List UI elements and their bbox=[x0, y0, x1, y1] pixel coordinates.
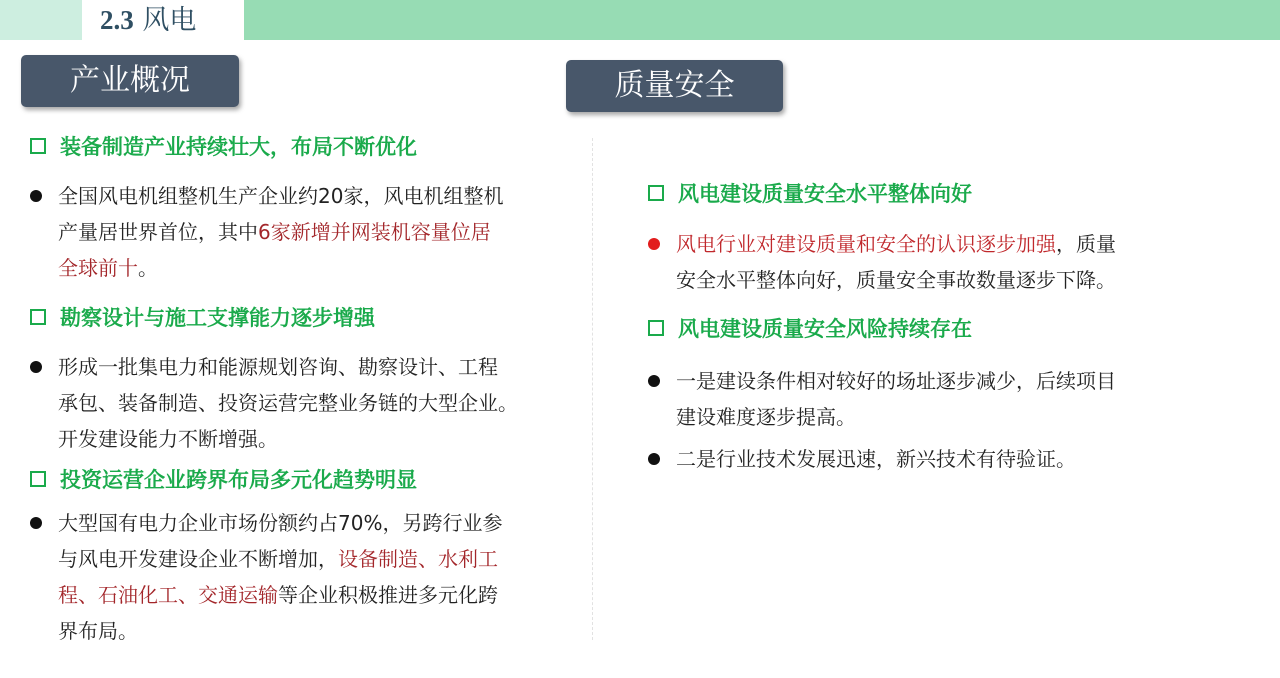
checkbox-icon bbox=[648, 185, 664, 201]
bullet-line bbox=[58, 250, 503, 286]
bullet-line: 大型国有电力企业市场份额约占70%，另跨行业参 bbox=[58, 511, 503, 535]
bullet-line bbox=[58, 541, 502, 577]
subheading-text: 装备制造产业持续壮大，布局不断优化 bbox=[60, 135, 417, 159]
bullet-line: 建设难度逐步提高。 bbox=[676, 405, 856, 429]
left-subheading-2 bbox=[30, 303, 375, 333]
right-subheading-2 bbox=[648, 314, 972, 344]
highlighted-text: 6家新增并网装机容量位居 bbox=[258, 220, 491, 244]
bullet-text bbox=[58, 178, 503, 286]
highlighted-text: 程、石油化工、交通运输 bbox=[58, 583, 278, 607]
bullet-line: 承包、装备制造、投资运营完整业务链的大型企业。 bbox=[58, 391, 518, 415]
left-column-title: 产业概况 bbox=[21, 55, 239, 107]
left-subheading-3 bbox=[30, 465, 417, 495]
left-bullet-1 bbox=[30, 178, 590, 286]
highlighted-text: 全球前十 bbox=[58, 256, 138, 280]
right-bullet-1 bbox=[648, 226, 1248, 298]
left-bullet-3 bbox=[30, 505, 590, 649]
bullet-line bbox=[58, 214, 503, 250]
bullet-dot-icon bbox=[30, 517, 42, 529]
bullet-line: 界布局。 bbox=[58, 619, 138, 643]
section-number: 2.3 bbox=[100, 5, 134, 35]
section-title bbox=[100, 2, 196, 38]
subheading-text: 风电建设质量安全水平整体向好 bbox=[678, 182, 972, 206]
left-bullet-2 bbox=[30, 349, 590, 457]
highlighted-text: 风电行业对建设质量和安全的认识逐步加强 bbox=[676, 232, 1056, 256]
bullet-text bbox=[676, 226, 1116, 298]
checkbox-icon bbox=[30, 138, 46, 154]
subheading-text: 投资运营企业跨界布局多元化趋势明显 bbox=[60, 468, 417, 492]
checkbox-icon bbox=[30, 471, 46, 487]
bullet-line-part: 与风电开发建设企业不断增加， bbox=[58, 547, 338, 571]
header-bar-left-accent bbox=[0, 0, 82, 40]
bullet-dot-icon bbox=[648, 453, 660, 465]
bullet-text bbox=[676, 441, 1076, 477]
right-bullet-2 bbox=[648, 363, 1248, 435]
bullet-dot-icon bbox=[30, 190, 42, 202]
bullet-dot-icon bbox=[648, 238, 660, 250]
bullet-dot-icon bbox=[30, 361, 42, 373]
left-subheading-1 bbox=[30, 132, 417, 162]
right-subheading-1 bbox=[648, 179, 972, 209]
bullet-line bbox=[676, 226, 1116, 262]
checkbox-icon bbox=[30, 309, 46, 325]
right-bullet-3 bbox=[648, 441, 1248, 477]
bullet-line-part: ，质量 bbox=[1056, 232, 1116, 256]
bullet-line: 全国风电机组整机生产企业约20家，风电机组整机 bbox=[58, 184, 504, 208]
bullet-line: 安全水平整体向好，质量安全事故数量逐步下降。 bbox=[676, 268, 1116, 292]
bullet-text bbox=[58, 349, 518, 457]
bullet-line-part: 等企业积极推进多元化跨 bbox=[278, 583, 498, 607]
bullet-line: 形成一批集电力和能源规划咨询、勘察设计、工程 bbox=[58, 355, 498, 379]
bullet-line-part: 产量居世界首位，其中 bbox=[58, 220, 258, 244]
bullet-line bbox=[58, 577, 502, 613]
checkbox-icon bbox=[648, 320, 664, 336]
bullet-dot-icon bbox=[648, 375, 660, 387]
subheading-text: 勘察设计与施工支撑能力逐步增强 bbox=[60, 306, 375, 330]
bullet-line: 二是行业技术发展迅速，新兴技术有待验证。 bbox=[676, 447, 1076, 471]
bullet-line-part: 。 bbox=[138, 256, 158, 280]
right-column-title: 质量安全 bbox=[566, 60, 783, 112]
bullet-text bbox=[58, 505, 502, 649]
bullet-line: 一是建设条件相对较好的场址逐步减少，后续项目 bbox=[676, 369, 1116, 393]
column-divider bbox=[592, 138, 593, 640]
highlighted-text: 设备制造、水利工 bbox=[338, 547, 498, 571]
section-name: 风电 bbox=[142, 5, 197, 36]
bullet-line: 开发建设能力不断增强。 bbox=[58, 427, 278, 451]
bullet-text bbox=[676, 363, 1116, 435]
subheading-text: 风电建设质量安全风险持续存在 bbox=[678, 317, 972, 341]
